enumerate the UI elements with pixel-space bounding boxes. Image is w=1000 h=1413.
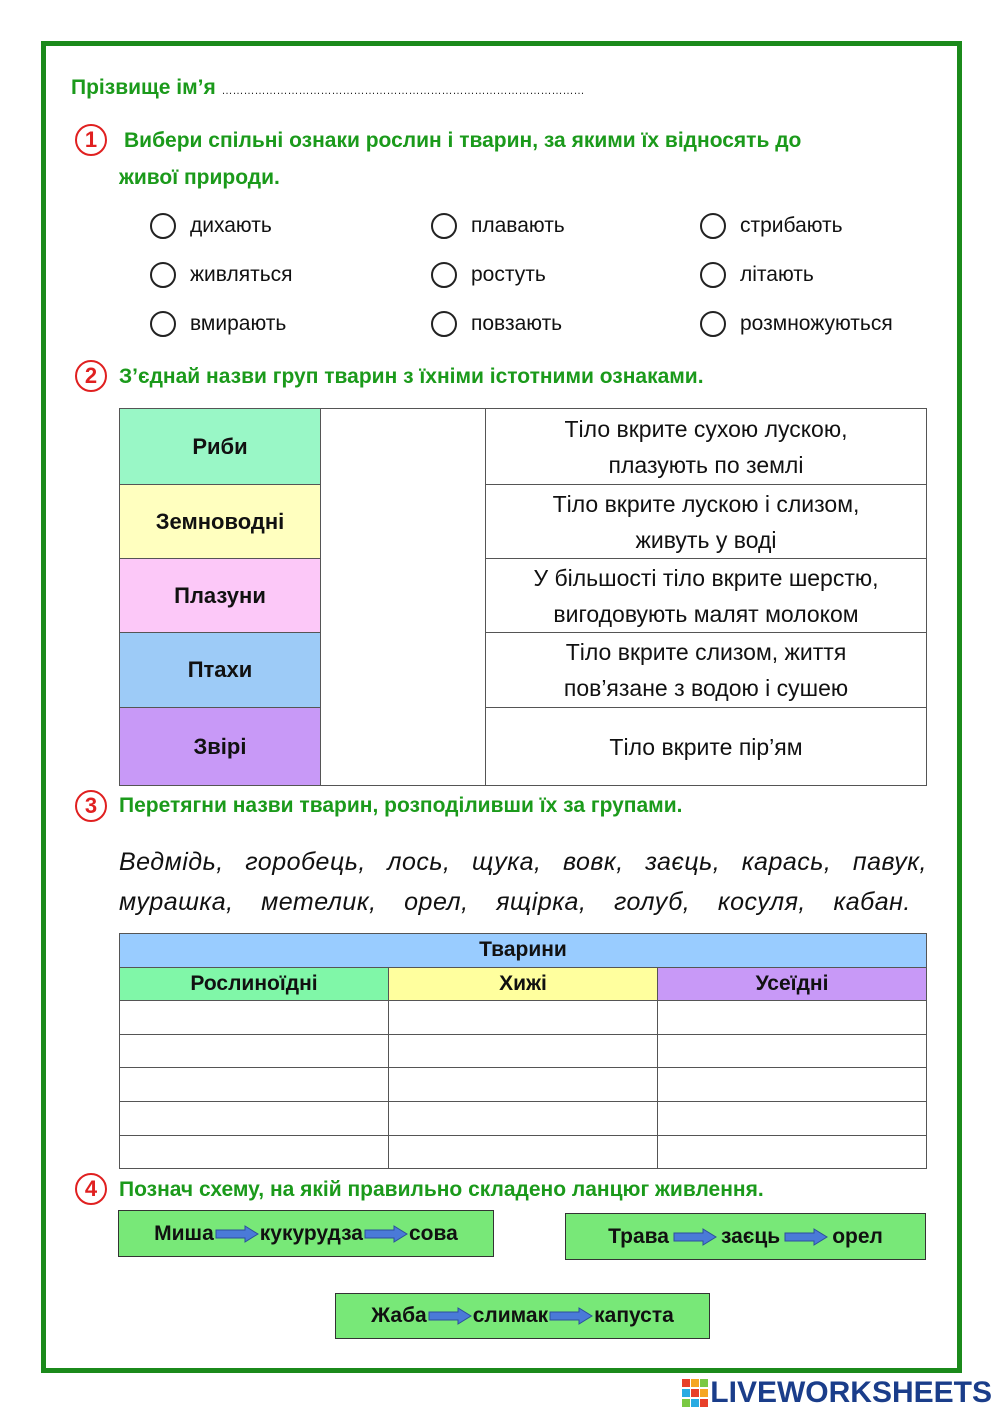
chain-item: слимак [472, 1304, 549, 1327]
option-label: плавають [471, 214, 565, 237]
description-1[interactable] [486, 409, 927, 485]
arrow-right-icon [784, 1228, 828, 1246]
task1-question [119, 122, 939, 196]
radio-button[interactable] [431, 262, 457, 288]
animals-table-title: Тварини [120, 934, 927, 968]
description-3[interactable] [486, 559, 927, 633]
arrow-right-icon [215, 1225, 259, 1243]
chain-item: орел [832, 1224, 883, 1248]
matching-table [119, 408, 927, 786]
option-label: повзають [471, 312, 563, 335]
option-jump[interactable] [700, 213, 843, 239]
name-line[interactable]: ……………………………………………………………………………………… [221, 85, 585, 97]
drop-cell[interactable] [389, 1101, 658, 1135]
animals-list[interactable] [119, 842, 927, 922]
task1-question-line2: живої природи. [119, 166, 280, 189]
drop-cell[interactable] [120, 1001, 389, 1035]
task3-question: Перетягни назви тварин, розподіливши їх за групами. [119, 794, 683, 817]
task1-number: 1 [75, 124, 107, 156]
animals-line: Ведмідь, горобець, лось, щука, вовк, заєць, карась, павук, [119, 848, 927, 876]
radio-button[interactable] [150, 213, 176, 239]
drop-cell[interactable] [389, 1001, 658, 1035]
description-line: живуть у воді [635, 526, 777, 553]
chain-item: Миша [154, 1221, 214, 1245]
group-mammals[interactable]: Звірі [120, 708, 321, 786]
food-chain-option-2[interactable] [565, 1213, 926, 1260]
drop-cell[interactable] [389, 1068, 658, 1102]
drop-cell[interactable] [658, 1034, 927, 1068]
column-predators: Хижі [389, 967, 658, 1001]
option-label: ростуть [471, 263, 546, 286]
chain-item: заєць [720, 1224, 781, 1248]
option-die[interactable] [150, 311, 286, 337]
task2-question: З’єднай назви груп тварин з їхніми істотними ознаками. [119, 365, 704, 388]
liveworksheets-logo [682, 1376, 992, 1410]
drop-cell[interactable] [658, 1101, 927, 1135]
task1-question-line1: Вибери спільні ознаки рослин і тварин, за якими їх відносять до [124, 129, 802, 152]
description-4[interactable] [486, 633, 927, 708]
option-swim[interactable] [431, 213, 565, 239]
radio-button[interactable] [150, 311, 176, 337]
name-label: Прізвище ім’я [71, 76, 216, 99]
option-crawl[interactable] [431, 311, 562, 337]
description-line: вигодовують малят молоком [553, 600, 859, 627]
option-grow[interactable] [431, 262, 546, 288]
arrow-right-icon [549, 1307, 593, 1325]
arrow-right-icon [428, 1307, 472, 1325]
name-row [71, 76, 585, 100]
task4-number: 4 [75, 1173, 107, 1205]
chain-item: сова [409, 1221, 458, 1245]
chain-item: Трава [608, 1224, 669, 1248]
group-birds[interactable]: Птахи [120, 633, 321, 708]
description-line: Тіло вкрите слизом, життя [565, 639, 847, 665]
drop-cell[interactable] [658, 1001, 927, 1035]
option-label: вмирають [190, 312, 287, 335]
group-amphibians[interactable]: Земноводні [120, 485, 321, 559]
description-line: У більшості тіло вкрите шерстю, [533, 564, 879, 591]
drop-cell[interactable] [120, 1068, 389, 1102]
chain-item: капуста [594, 1304, 674, 1327]
description-5[interactable] [486, 708, 927, 786]
drop-cell[interactable] [120, 1135, 389, 1169]
animals-line: мурашка, метелик, орел, ящірка, голуб, косуля, кабан. [119, 888, 911, 916]
column-herbivores: Рослиноїдні [120, 967, 389, 1001]
option-breathe[interactable] [150, 213, 272, 239]
option-fly[interactable] [700, 262, 814, 288]
option-label: живляться [190, 263, 293, 286]
option-label: стрибають [740, 214, 843, 237]
brand-text: LIVEWORKSHEETS [710, 1376, 992, 1409]
description-line: Тіло вкрите пір’ям [609, 733, 803, 760]
task3-number: 3 [75, 790, 107, 822]
radio-button[interactable] [700, 262, 726, 288]
group-fish[interactable]: Риби [120, 409, 321, 485]
group-reptiles[interactable]: Плазуни [120, 559, 321, 633]
drop-cell[interactable] [120, 1101, 389, 1135]
radio-button[interactable] [700, 311, 726, 337]
radio-button[interactable] [150, 262, 176, 288]
logo-icon [682, 1379, 708, 1407]
option-label: розмножуються [740, 312, 893, 335]
chain-item: Жаба [371, 1304, 427, 1327]
drop-cell[interactable] [120, 1034, 389, 1068]
food-chain-option-1[interactable] [118, 1210, 494, 1257]
radio-button[interactable] [700, 213, 726, 239]
option-feed[interactable] [150, 262, 293, 288]
drop-cell[interactable] [658, 1068, 927, 1102]
drop-cell[interactable] [658, 1135, 927, 1169]
description-2[interactable] [486, 485, 927, 559]
option-label: дихають [190, 214, 272, 237]
arrow-right-icon [673, 1228, 717, 1246]
task2-number: 2 [75, 360, 107, 392]
option-reproduce[interactable] [700, 311, 893, 337]
radio-button[interactable] [431, 213, 457, 239]
radio-button[interactable] [431, 311, 457, 337]
animals-table [119, 933, 927, 1169]
drop-cell[interactable] [389, 1034, 658, 1068]
matching-area[interactable] [321, 409, 486, 786]
chain-item: кукурудза [259, 1221, 363, 1245]
column-omnivores: Усеїдні [658, 967, 927, 1001]
description-line: Тіло вкрите лускою і слизом, [552, 490, 860, 517]
description-line: Тіло вкрите сухою лускою, [564, 415, 848, 442]
drop-cell[interactable] [389, 1135, 658, 1169]
description-line: плазують по землі [608, 451, 804, 478]
task4-question: Познач схему, на якій правильно складено ланцюг живлення. [119, 1178, 764, 1201]
food-chain-option-3[interactable] [335, 1293, 710, 1339]
option-label: літають [740, 263, 814, 286]
description-line: пов’язане з водою і сушею [563, 675, 849, 701]
arrow-right-icon [364, 1225, 408, 1243]
